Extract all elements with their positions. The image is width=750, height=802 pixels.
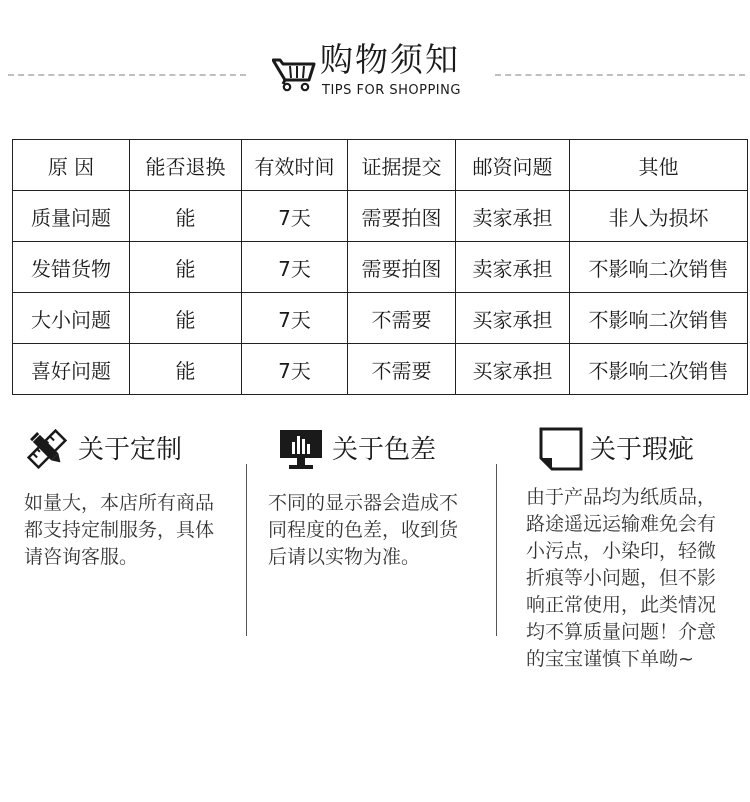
text-line: 的宝宝谨慎下单呦~ <box>526 648 694 670</box>
page-title: 购物须知 <box>320 40 460 79</box>
text-line: 小污点，小染印，轻微 <box>526 540 717 562</box>
section-body <box>526 484 716 673</box>
section-body <box>268 490 458 571</box>
table-cell: 大小问题 <box>13 293 130 344</box>
table-cell: 7天 <box>242 191 348 242</box>
table-cell: 能 <box>130 191 242 242</box>
table-cell: 买家承担 <box>456 293 570 344</box>
header-left-dashes <box>8 74 246 76</box>
table-cell: 非人为损坏 <box>570 191 748 242</box>
shopping-cart-icon <box>272 56 316 92</box>
text-line: 均不算质量问题！介意 <box>526 621 717 643</box>
table-row <box>13 191 748 242</box>
page-subtitle: TIPS FOR SHOPPING <box>322 83 461 98</box>
table-cell: 质量问题 <box>13 191 130 242</box>
section-title: 关于色差 <box>332 435 437 465</box>
table-header-row <box>13 140 748 191</box>
column-divider <box>246 464 247 636</box>
section-title: 关于瑕疵 <box>590 435 695 465</box>
table-cell: 需要拍图 <box>348 242 456 293</box>
table-cell: 能 <box>130 293 242 344</box>
column-header-postage: 邮资问题 <box>456 140 570 191</box>
table-cell: 7天 <box>242 293 348 344</box>
text-line: 同程度的色差，收到货 <box>268 519 459 541</box>
table-cell: 不需要 <box>348 293 456 344</box>
table-cell: 卖家承担 <box>456 242 570 293</box>
text-line: 由于产品均为纸质品， <box>526 486 717 508</box>
monitor-icon <box>278 426 324 472</box>
text-line: 不同的显示器会造成不 <box>268 492 459 514</box>
table-row <box>13 242 748 293</box>
table-cell: 不影响二次销售 <box>570 293 748 344</box>
text-line: 响正常使用，此类情况 <box>526 594 717 616</box>
table-cell: 发错货物 <box>13 242 130 293</box>
table-cell: 卖家承担 <box>456 191 570 242</box>
text-line: 如量大，本店所有商品 <box>24 492 215 514</box>
section-body <box>24 490 214 571</box>
column-header-valid-time: 有效时间 <box>242 140 348 191</box>
column-header-returnable: 能否退换 <box>130 140 242 191</box>
folded-corner-square-icon <box>538 426 584 472</box>
text-line: 后请以实物为准。 <box>268 546 421 568</box>
section-title: 关于定制 <box>78 435 183 465</box>
table-cell: 7天 <box>242 242 348 293</box>
table-cell: 7天 <box>242 344 348 395</box>
text-line: 路途遥远运输难免会有 <box>526 513 717 535</box>
table-cell: 需要拍图 <box>348 191 456 242</box>
table-cell: 不影响二次销售 <box>570 344 748 395</box>
table-cell: 能 <box>130 344 242 395</box>
header-right-dashes <box>495 74 745 76</box>
table-cell: 买家承担 <box>456 344 570 395</box>
text-line: 折痕等小问题，但不影 <box>526 567 717 589</box>
column-divider <box>496 464 497 636</box>
table-row <box>13 293 748 344</box>
table-cell: 喜好问题 <box>13 344 130 395</box>
pencil-ruler-icon <box>24 426 70 472</box>
text-line: 请咨询客服。 <box>24 546 139 568</box>
return-policy-table <box>12 139 748 395</box>
text-line: 都支持定制服务，具体 <box>24 519 215 541</box>
table-row <box>13 344 748 395</box>
column-header-other: 其他 <box>570 140 748 191</box>
table-cell: 不影响二次销售 <box>570 242 748 293</box>
table-cell: 能 <box>130 242 242 293</box>
column-header-evidence: 证据提交 <box>348 140 456 191</box>
table-cell: 不需要 <box>348 344 456 395</box>
column-header-reason: 原 因 <box>13 140 130 191</box>
